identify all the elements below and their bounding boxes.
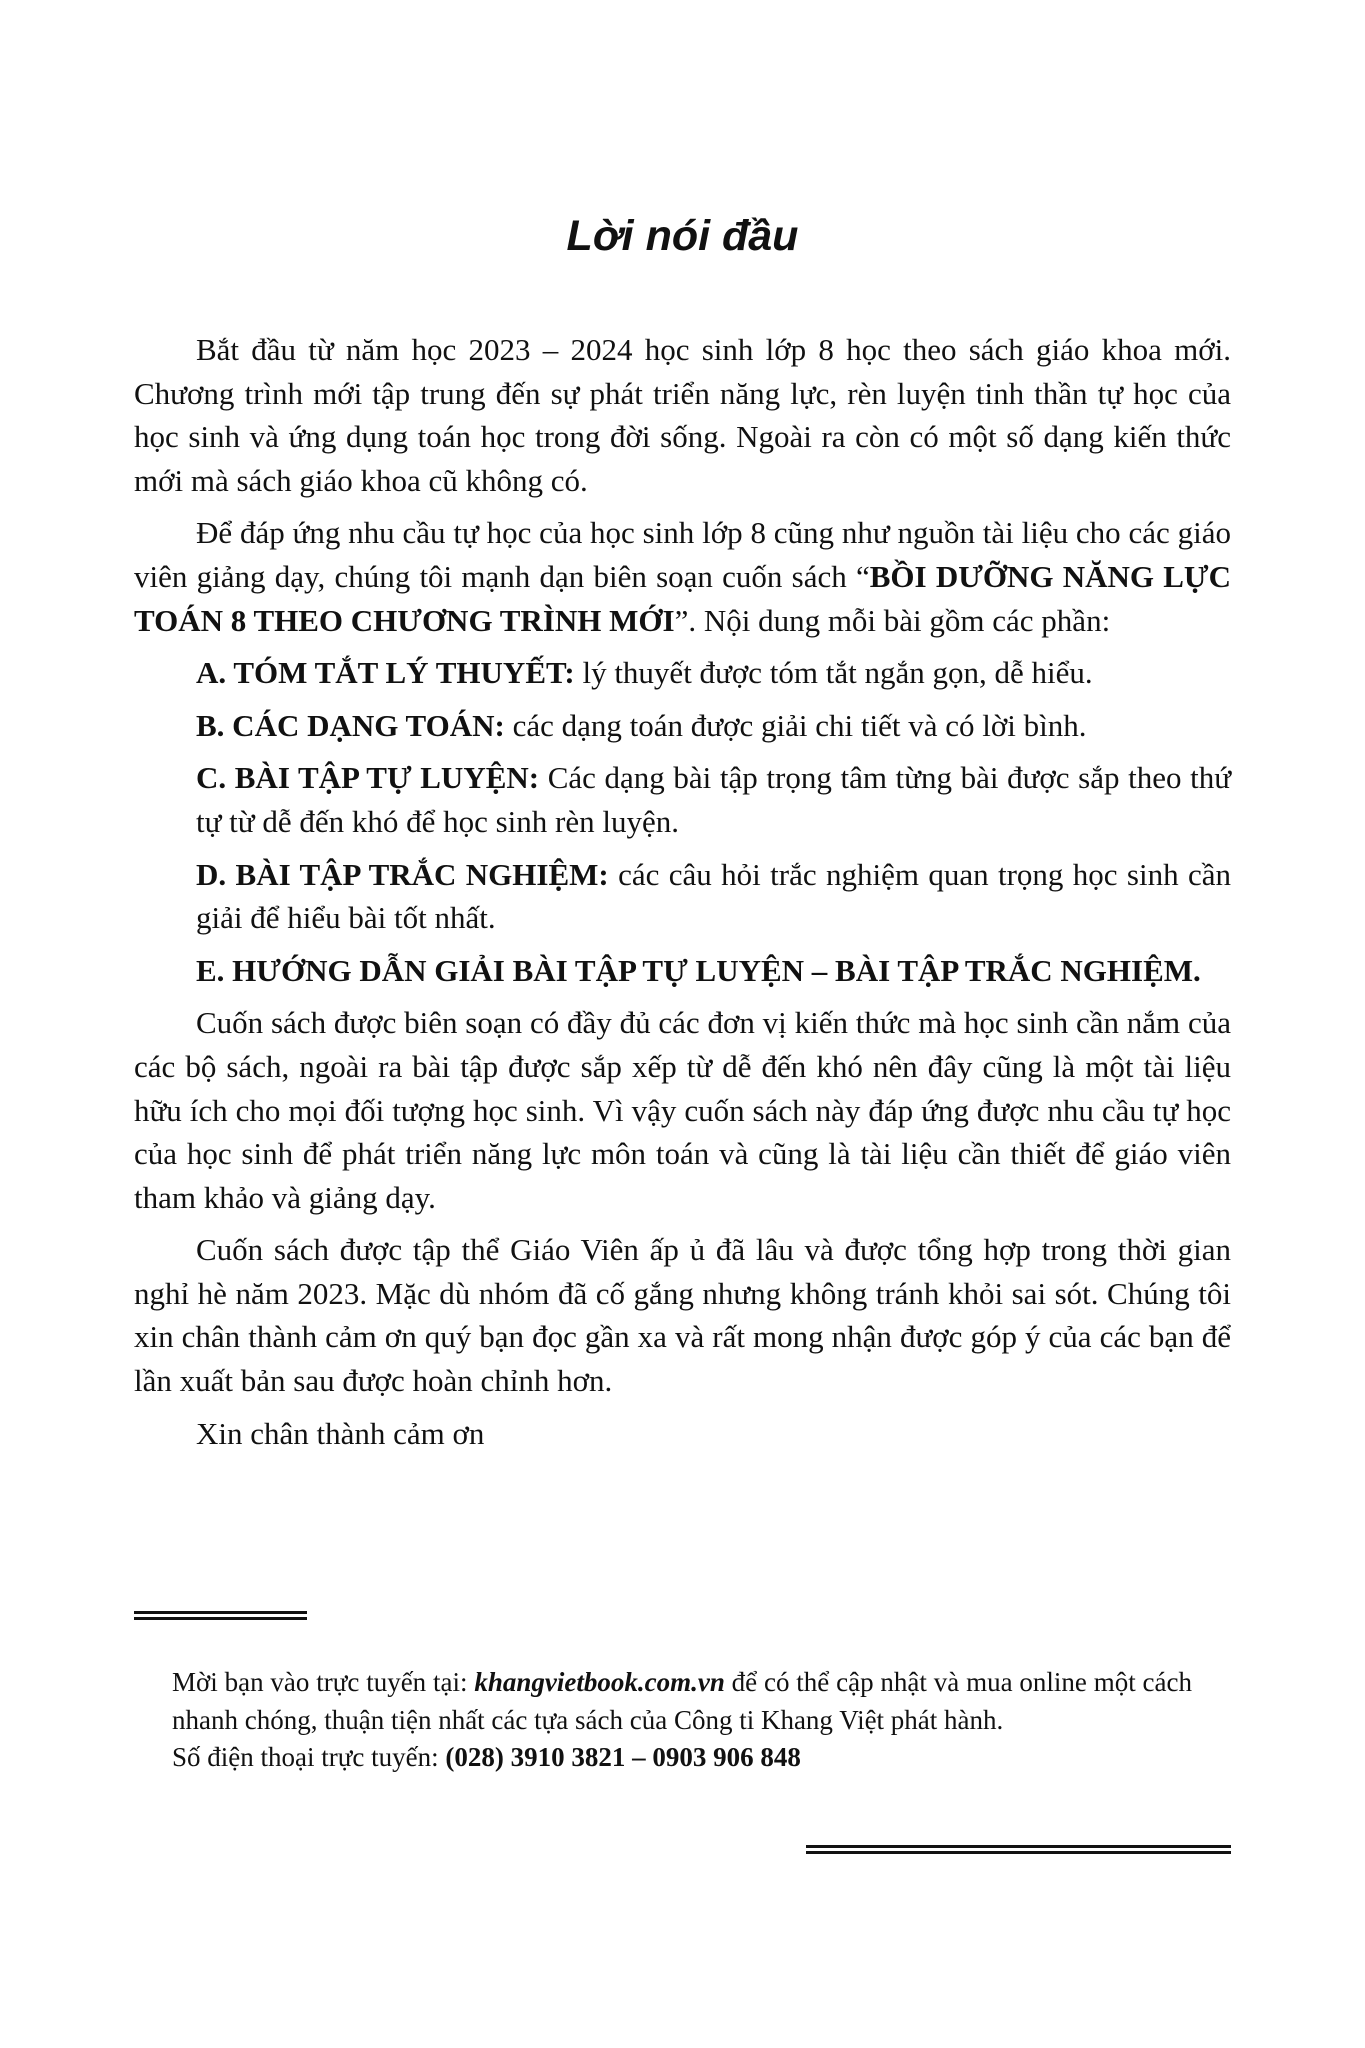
phone-label: Số điện thoại trực tuyến: [172, 1742, 446, 1772]
purpose-paragraph [134, 511, 1231, 642]
footer-divider-bottom [806, 1845, 1231, 1854]
section-item-b [134, 704, 1231, 748]
purpose-text-before: Để đáp ứng nhu cầu tự học của học sinh lớp 8 cũng như nguồn tài liệu cho các giáo viên giảng dạy, chúng tôi mạnh dạn biên soạn cuốn sách “ [134, 515, 1231, 594]
intro-paragraph: Bắt đầu từ năm học 2023 – 2024 học sinh lớp 8 học theo sách giáo khoa mới. Chương trình mới tập trung đến sự phát triển năng lực, rèn luyện tinh thần tự học của học sinh và ứng dụng toán học trong đời sống. Ngoài ra còn có một số dạng kiến thức mới mà sách giáo khoa cũ không có. [134, 332, 1231, 498]
footer-online-note [172, 1664, 1192, 1739]
closing-line: Xin chân thành cảm ơn [196, 1415, 485, 1451]
footer-intro-text: Mời bạn vào trực tuyến tại: [172, 1667, 475, 1697]
website-link[interactable]: khangvietbook.com.vn [474, 1667, 725, 1697]
section-item-a [134, 651, 1231, 695]
footer-divider-top [134, 1611, 307, 1620]
section-label: C. BÀI TẬP TỰ LUYỆN: [196, 760, 540, 796]
content-paragraph: Cuốn sách được biên soạn có đầy đủ các đơn vị kiến thức mà học sinh cần nắm của các bộ sách, ngoài ra bài tập được sắp xếp từ dễ đến khó nên đây cũng là một tài liệu hữu ích cho mọi đối tượng học sinh. Vì vậy cuốn sách này đáp ứng được nhu cầu tự học của học sinh để phát triển năng lực môn toán và cũng là tài liệu cần thiết để giáo viên tham khảo và giảng dạy. [134, 1005, 1231, 1215]
section-description: lý thuyết được tóm tắt ngắn gọn, dễ hiểu. [574, 655, 1093, 691]
footer-note [172, 1664, 1192, 1777]
section-item-c [134, 756, 1231, 843]
purpose-text-after: ”. Nội dung mỗi bài gồm các phần: [674, 602, 1111, 638]
section-description: Các dạng bài tập trọng tâm từng bài được sắp theo thứ tự từ dễ đến khó để học sinh rèn luyện. [196, 760, 1231, 839]
section-description: các câu hỏi trắc nghiệm quan trọng học sinh cần giải để hiểu bài tốt nhất. [196, 856, 1231, 936]
book-title: BỒI DƯỠNG NĂNG LỰC TOÁN 8 THEO CHƯƠNG TRÌNH MỚI [134, 558, 1231, 638]
section-description: các dạng toán được giải chi tiết và có lời bình. [504, 707, 1087, 743]
phone-numbers: (028) 3910 3821 – 0903 906 848 [445, 1742, 801, 1772]
footer-phone-line [172, 1739, 1192, 1777]
section-item-e [134, 949, 1231, 993]
page-title: Lời nói đầu [566, 212, 799, 260]
footer-outro-text: để có thể cập nhật và mua online một cách nhanh chóng, thuận tiện nhất các tựa sách của Công ti Khang Việt phát hành. [172, 1667, 1192, 1735]
section-label: D. BÀI TẬP TRẮC NGHIỆM: [196, 856, 609, 892]
preface-body [134, 328, 1231, 1464]
section-label: A. TÓM TẮT LÝ THUYẾT: [196, 655, 575, 691]
thanks-paragraph: Cuốn sách được tập thể Giáo Viên ấp ủ đã lâu và được tổng hợp trong thời gian nghỉ hè năm 2023. Mặc dù nhóm đã cố gắng nhưng không tránh khỏi sai sót. Chúng tôi xin chân thành cảm ơn quý bạn đọc gần xa và rất mong nhận được góp ý của các bạn để lần xuất bản sau được hoàn chỉnh hơn. [134, 1232, 1231, 1399]
section-label: E. HƯỚNG DẪN GIẢI BÀI TẬP TỰ LUYỆN – BÀI TẬP TRẮC NGHIỆM. [196, 952, 1201, 988]
section-label: B. CÁC DẠNG TOÁN: [196, 707, 505, 743]
section-item-d [134, 853, 1231, 940]
